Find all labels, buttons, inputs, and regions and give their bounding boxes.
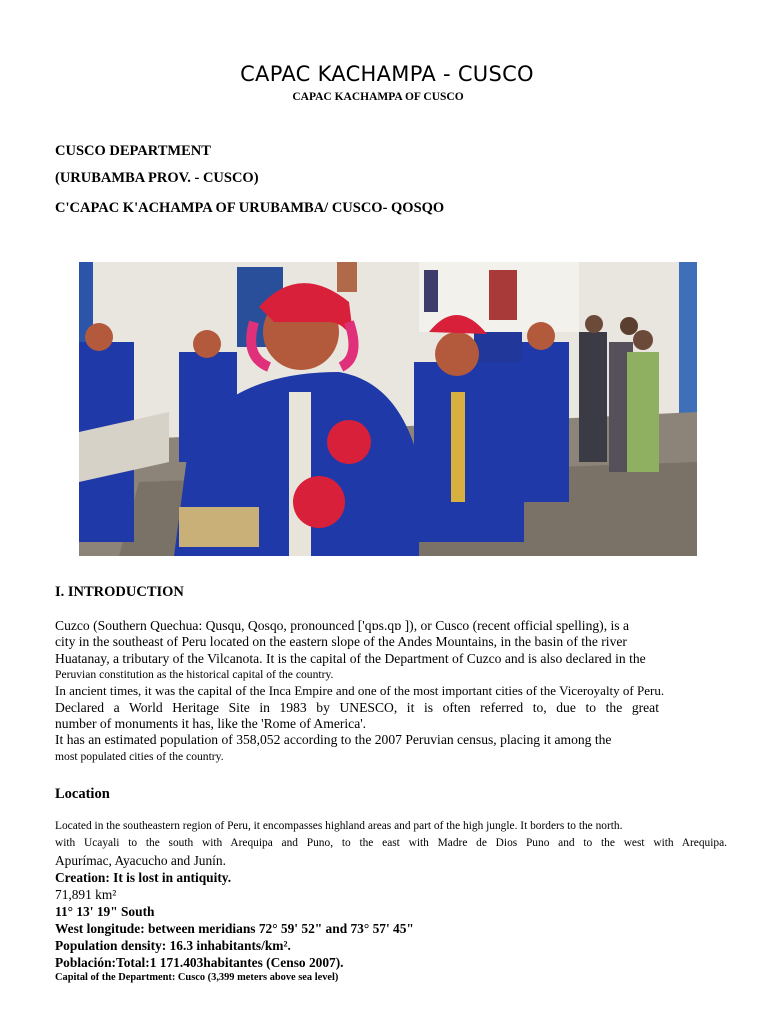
introduction-body (55, 618, 709, 765)
location-line: with Ucayali to the south with Arequipa and Puno, to the east with Madre de Dios Puno and to the west with Arequipa. (55, 837, 727, 849)
intro-line: Huatanay, a tributary of the Vilcanota. It is the capital of the Department of Cuzco and is also declared in the (55, 650, 646, 666)
intro-line: In ancient times, it was the capital of the Inca Empire and one of the most important cities of the Viceroyalty of Peru. (55, 683, 665, 699)
fact-latitude: 11° 13' 19" South (55, 904, 155, 919)
intro-line: It has an estimated population of 358,052 according to the 2007 Peruvian census, placing it among the (55, 732, 612, 748)
festival-dancers-photo (79, 262, 697, 556)
intro-line: Peruvian constitution as the historical capital of the country. (55, 668, 334, 682)
fact-area: 71,891 km² (55, 887, 117, 902)
intro-line: city in the southeast of Peru located on the eastern slope of the Andes Mountains, in the basin of the river (55, 634, 627, 650)
location-line: Located in the southeastern region of Peru, it encompasses highland areas and part of the high jungle. It borders to the north. (55, 820, 623, 832)
location-last-line: Apurímac, Ayacucho and Junín. (55, 853, 226, 868)
document-subtitle: CAPAC KACHAMPA OF CUSCO (292, 91, 464, 103)
header-dance-name: C'CAPAC K'ACHAMPA OF URUBAMBA/ CUSCO- QOSQO (55, 200, 445, 216)
location-body (55, 818, 727, 852)
fact-capital: Capital of the Department: Cusco (3,399 meters above sea level) (55, 972, 339, 983)
fact-population: Población:Total:1 171.403habitantes (Censo 2007). (55, 955, 344, 970)
intro-line: number of monuments it has, like the 'Rome of America'. (55, 716, 367, 732)
fact-density: Population density: 16.3 inhabitants/km². (55, 938, 291, 953)
document-title: CAPAC KACHAMPA - CUSCO (240, 62, 534, 86)
fact-longitude: West longitude: between meridians 72° 59' 52" and 73° 57' 45" (55, 921, 414, 936)
header-department: CUSCO DEPARTMENT (55, 143, 211, 159)
header-province: (URUBAMBA PROV. - CUSCO) (55, 170, 259, 186)
intro-line: Cuzco (Southern Quechua: Qusqu, Qosqo, pronounced ['qɒs.qɒ ]), or Cusco (recent official spelling), is a (55, 618, 630, 633)
location-heading: Location (55, 786, 110, 802)
fact-creation: Creation: It is lost in antiquity. (55, 870, 232, 885)
intro-line: most populated cities of the country. (55, 749, 224, 763)
intro-line: Declared a World Heritage Site in 1983 by UNESCO, it is often referred to, due to the great (55, 699, 659, 715)
department-facts (55, 852, 735, 985)
introduction-heading: I. INTRODUCTION (55, 584, 184, 600)
